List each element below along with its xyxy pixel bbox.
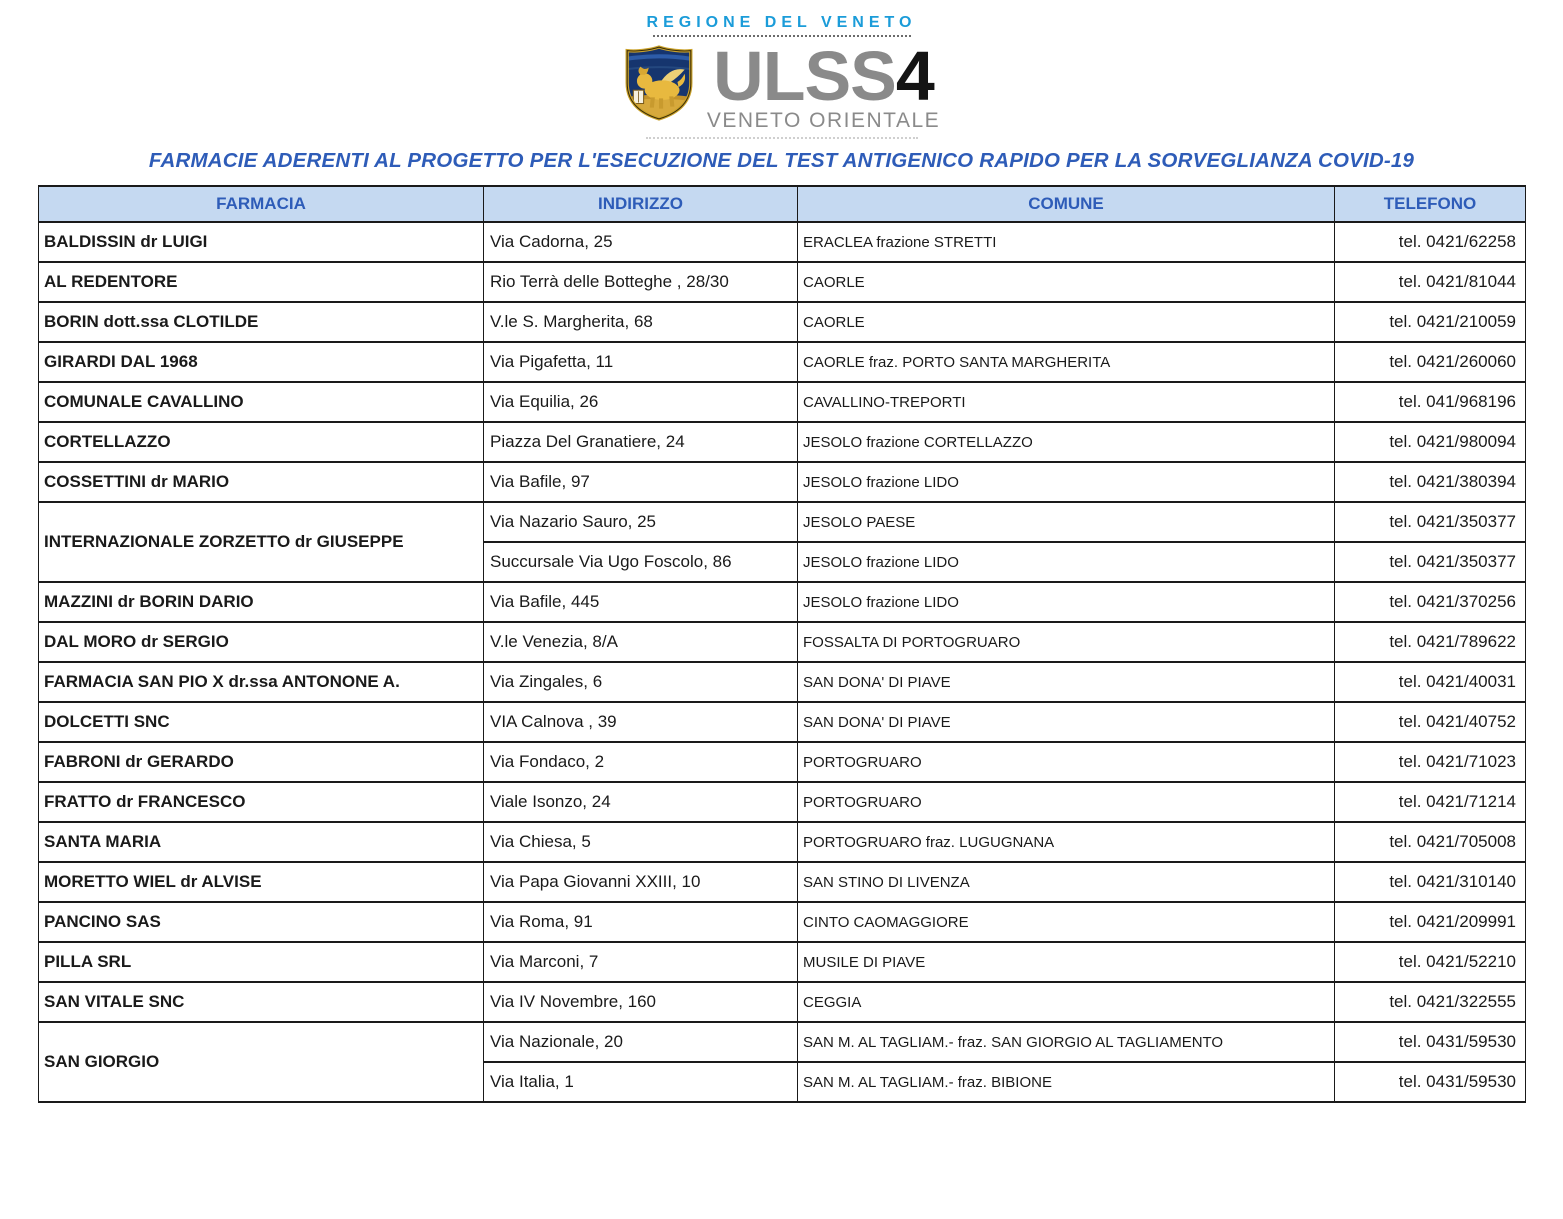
telefono-cell: tel. 0421/209991 — [1335, 902, 1526, 942]
table-row — [39, 222, 1526, 262]
telefono-cell: tel. 0421/789622 — [1335, 622, 1526, 662]
farmacia-cell: COMUNALE CAVALLINO — [39, 382, 484, 422]
table-row — [39, 942, 1526, 982]
indirizzo-cell: Piazza Del Granatiere, 24 — [484, 422, 798, 462]
farmacia-cell: FABRONI dr GERARDO — [39, 742, 484, 782]
column-header-indirizzo: INDIRIZZO — [484, 186, 798, 222]
telefono-cell: tel. 0421/310140 — [1335, 862, 1526, 902]
farmacia-cell: DOLCETTI SNC — [39, 702, 484, 742]
table-row — [39, 662, 1526, 702]
telefono-cell: tel. 0421/40031 — [1335, 662, 1526, 702]
indirizzo-cell: Via Marconi, 7 — [484, 942, 798, 982]
indirizzo-cell: Via Nazario Sauro, 25 — [484, 502, 798, 542]
comune-cell: SAN DONA' DI PIAVE — [798, 662, 1335, 702]
table-row — [39, 502, 1526, 542]
indirizzo-cell: V.le S. Margherita, 68 — [484, 302, 798, 342]
comune-cell: CAORLE fraz. PORTO SANTA MARGHERITA — [798, 342, 1335, 382]
pharmacies-table — [38, 185, 1526, 1103]
farmacia-cell: PANCINO SAS — [39, 902, 484, 942]
comune-cell: SAN M. AL TAGLIAM.- fraz. BIBIONE — [798, 1062, 1335, 1102]
indirizzo-cell: Via Equilia, 26 — [484, 382, 798, 422]
indirizzo-cell: Via Nazionale, 20 — [484, 1022, 798, 1062]
comune-cell: FOSSALTA DI PORTOGRUARO — [798, 622, 1335, 662]
comune-cell: CAVALLINO-TREPORTI — [798, 382, 1335, 422]
table-row — [39, 782, 1526, 822]
farmacia-cell: INTERNAZIONALE ZORZETTO dr GIUSEPPE — [39, 502, 484, 582]
telefono-cell: tel. 0421/260060 — [1335, 342, 1526, 382]
indirizzo-cell: Via Pigafetta, 11 — [484, 342, 798, 382]
table-row — [39, 422, 1526, 462]
org-name-ulss: ULSS — [713, 37, 896, 115]
telefono-cell: tel. 0431/59530 — [1335, 1062, 1526, 1102]
column-header-comune: COMUNE — [798, 186, 1335, 222]
org-name — [713, 37, 934, 115]
table-row — [39, 862, 1526, 902]
region-title: REGIONE DEL VENETO — [646, 14, 917, 31]
farmacia-cell: CORTELLAZZO — [39, 422, 484, 462]
telefono-cell: tel. 0421/40752 — [1335, 702, 1526, 742]
telefono-cell: tel. 0421/62258 — [1335, 222, 1526, 262]
comune-cell: SAN DONA' DI PIAVE — [798, 702, 1335, 742]
farmacia-cell: FRATTO dr FRANCESCO — [39, 782, 484, 822]
comune-cell: CAORLE — [798, 262, 1335, 302]
indirizzo-cell: Rio Terrà delle Botteghe , 28/30 — [484, 262, 798, 302]
table-row — [39, 302, 1526, 342]
table-row — [39, 702, 1526, 742]
telefono-cell: tel. 0421/71214 — [1335, 782, 1526, 822]
farmacia-cell: BORIN dott.ssa CLOTILDE — [39, 302, 484, 342]
telefono-cell: tel. 041/968196 — [1335, 382, 1526, 422]
pharmacies-table-body — [39, 222, 1526, 1102]
farmacia-cell: PILLA SRL — [39, 942, 484, 982]
indirizzo-cell: Succursale Via Ugo Foscolo, 86 — [484, 542, 798, 582]
comune-cell: JESOLO frazione LIDO — [798, 462, 1335, 502]
farmacia-cell: MAZZINI dr BORIN DARIO — [39, 582, 484, 622]
table-row — [39, 822, 1526, 862]
telefono-cell: tel. 0421/322555 — [1335, 982, 1526, 1022]
telefono-cell: tel. 0421/350377 — [1335, 502, 1526, 542]
comune-cell: PORTOGRUARO fraz. LUGUGNANA — [798, 822, 1335, 862]
table-row — [39, 902, 1526, 942]
indirizzo-cell: Via IV Novembre, 160 — [484, 982, 798, 1022]
table-row — [39, 742, 1526, 782]
indirizzo-cell: Via Bafile, 445 — [484, 582, 798, 622]
telefono-cell: tel. 0421/370256 — [1335, 582, 1526, 622]
table-header-row — [39, 186, 1526, 222]
comune-cell: ERACLEA frazione STRETTI — [798, 222, 1335, 262]
telefono-cell: tel. 0421/81044 — [1335, 262, 1526, 302]
comune-cell: SAN STINO DI LIVENZA — [798, 862, 1335, 902]
table-row — [39, 342, 1526, 382]
column-header-telefono: TELEFONO — [1335, 186, 1526, 222]
table-row — [39, 382, 1526, 422]
comune-cell: JESOLO frazione CORTELLAZZO — [798, 422, 1335, 462]
table-row — [39, 1022, 1526, 1062]
indirizzo-cell: Via Cadorna, 25 — [484, 222, 798, 262]
table-row — [39, 262, 1526, 302]
column-header-farmacia: FARMACIA — [39, 186, 484, 222]
farmacia-cell: MORETTO WIEL dr ALVISE — [39, 862, 484, 902]
farmacia-cell: COSSETTINI dr MARIO — [39, 462, 484, 502]
table-row — [39, 622, 1526, 662]
comune-cell: CINTO CAOMAGGIORE — [798, 902, 1335, 942]
indirizzo-cell: Via Roma, 91 — [484, 902, 798, 942]
comune-cell: CEGGIA — [798, 982, 1335, 1022]
telefono-cell: tel. 0431/59530 — [1335, 1022, 1526, 1062]
indirizzo-cell: Via Chiesa, 5 — [484, 822, 798, 862]
indirizzo-cell: VIA Calnova , 39 — [484, 702, 798, 742]
telefono-cell: tel. 0421/350377 — [1335, 542, 1526, 582]
telefono-cell: tel. 0421/380394 — [1335, 462, 1526, 502]
dotted-divider-faint — [646, 137, 918, 139]
comune-cell: JESOLO frazione LIDO — [798, 542, 1335, 582]
farmacia-cell: SAN VITALE SNC — [39, 982, 484, 1022]
table-row — [39, 582, 1526, 622]
indirizzo-cell: V.le Venezia, 8/A — [484, 622, 798, 662]
indirizzo-cell: Via Papa Giovanni XXIII, 10 — [484, 862, 798, 902]
comune-cell: MUSILE DI PIAVE — [798, 942, 1335, 982]
table-row — [39, 982, 1526, 1022]
indirizzo-cell: Via Bafile, 97 — [484, 462, 798, 502]
telefono-cell: tel. 0421/705008 — [1335, 822, 1526, 862]
indirizzo-cell: Via Zingales, 6 — [484, 662, 798, 702]
comune-cell: CAORLE — [798, 302, 1335, 342]
indirizzo-cell: Via Italia, 1 — [484, 1062, 798, 1102]
org-name-block — [706, 37, 941, 133]
farmacia-cell: FARMACIA SAN PIO X dr.ssa ANTONONE A. — [39, 662, 484, 702]
farmacia-cell: SANTA MARIA — [39, 822, 484, 862]
telefono-cell: tel. 0421/52210 — [1335, 942, 1526, 982]
ulss4-logo-block — [632, 14, 941, 139]
table-row — [39, 462, 1526, 502]
farmacia-cell: GIRARDI DAL 1968 — [39, 342, 484, 382]
comune-cell: JESOLO frazione LIDO — [798, 582, 1335, 622]
comune-cell: JESOLO PAESE — [798, 502, 1335, 542]
telefono-cell: tel. 0421/71023 — [1335, 742, 1526, 782]
indirizzo-cell: Via Fondaco, 2 — [484, 742, 798, 782]
comune-cell: SAN M. AL TAGLIAM.- fraz. SAN GIORGIO AL TAGLIAMENTO — [798, 1022, 1335, 1062]
comune-cell: PORTOGRUARO — [798, 742, 1335, 782]
telefono-cell: tel. 0421/980094 — [1335, 422, 1526, 462]
comune-cell: PORTOGRUARO — [798, 782, 1335, 822]
farmacia-cell: AL REDENTORE — [39, 262, 484, 302]
farmacia-cell: BALDISSIN dr LUIGI — [39, 222, 484, 262]
farmacia-cell: SAN GIORGIO — [39, 1022, 484, 1102]
page-title: FARMACIE ADERENTI AL PROGETTO PER L'ESECUZIONE DEL TEST ANTIGENICO RAPIDO PER LA SORVEGLIANZA COVID-19 — [148, 149, 1415, 173]
indirizzo-cell: Viale Isonzo, 24 — [484, 782, 798, 822]
org-subtitle: VENETO ORIENTALE — [706, 109, 941, 133]
telefono-cell: tel. 0421/210059 — [1335, 302, 1526, 342]
venetian-lion-crest-icon — [623, 44, 695, 122]
farmacia-cell: DAL MORO dr SERGIO — [39, 622, 484, 662]
org-name-number: 4 — [895, 37, 934, 115]
